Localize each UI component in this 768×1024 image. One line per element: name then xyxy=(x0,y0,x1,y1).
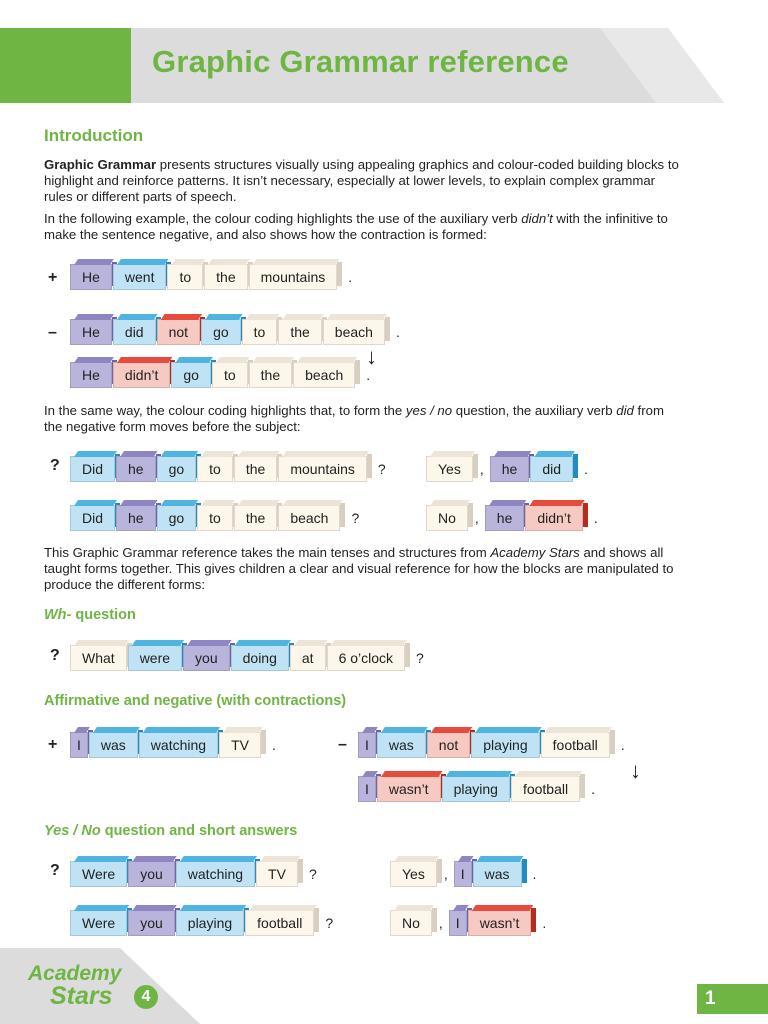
word-block: he xyxy=(116,456,156,482)
period: . xyxy=(271,737,276,753)
question-mark: ? xyxy=(325,915,334,931)
intro-paragraph-1 xyxy=(44,157,684,205)
word-block: playing xyxy=(442,776,510,802)
question-mark: ? xyxy=(351,510,360,526)
sentence-row-2 xyxy=(70,309,400,345)
word-block: the xyxy=(249,362,292,388)
period: . xyxy=(366,367,371,383)
word-block: TV xyxy=(219,732,261,758)
question-mark: ? xyxy=(377,461,386,477)
word-block: to xyxy=(212,362,248,388)
word-block: go xyxy=(201,319,241,345)
word-block: you xyxy=(183,645,230,671)
sentence-row-1 xyxy=(70,254,352,290)
word-block: to xyxy=(242,319,278,345)
sentence-row-7 xyxy=(70,722,276,758)
word-block: football xyxy=(511,776,580,802)
word-block: I xyxy=(358,776,376,802)
yes-no-heading xyxy=(44,823,297,839)
word-block: TV xyxy=(256,861,298,887)
word-block: did xyxy=(113,319,156,345)
logo-stars: Stars xyxy=(50,982,113,1010)
comma: , xyxy=(474,510,479,526)
intro-paragraph-4 xyxy=(44,545,684,593)
word-block: I xyxy=(70,732,88,758)
word-block: he xyxy=(490,456,530,482)
logo-level-badge: 4 xyxy=(134,985,158,1009)
intro-p3-emphasis-2: did xyxy=(616,403,634,418)
word-block: to xyxy=(167,264,203,290)
question-sign: ? xyxy=(50,457,60,474)
plus-sign: + xyxy=(48,736,58,753)
period: . xyxy=(620,737,625,753)
word-block: mountains xyxy=(249,264,338,290)
word-block: the xyxy=(234,456,277,482)
page-title: Graphic Grammar reference xyxy=(152,44,569,79)
header-green-block xyxy=(0,28,131,103)
comma: , xyxy=(438,915,443,931)
word-block: was xyxy=(473,861,522,887)
word-block: to xyxy=(197,456,233,482)
word-block: go xyxy=(171,362,211,388)
word-block: the xyxy=(204,264,247,290)
word-block: you xyxy=(128,910,175,936)
period: . xyxy=(542,915,547,931)
word-block: not xyxy=(157,319,200,345)
word-block: go xyxy=(157,456,197,482)
answer-row-11 xyxy=(390,900,546,936)
intro-p1-text: presents structures visually using appealing graphics and colour-coded building blocks to highlight and reinforce patterns. It isn’t necessary, especially at lower levels, to explain complex grammar rules or different parts of speech. xyxy=(44,157,679,204)
word-block: Were xyxy=(70,861,127,887)
comma: , xyxy=(443,866,448,882)
question-mark: ? xyxy=(308,866,317,882)
word-block: didn’t xyxy=(113,362,170,388)
intro-p1-bold: Graphic Grammar xyxy=(44,157,157,172)
word-block: wasn’t xyxy=(377,776,441,802)
period: . xyxy=(532,866,537,882)
word-block: beach xyxy=(293,362,355,388)
word-block: 6 o’clock xyxy=(327,645,405,671)
period: . xyxy=(348,269,353,285)
word-block: He xyxy=(70,362,112,388)
question-sign: ? xyxy=(50,862,60,879)
page-number: 1 xyxy=(697,984,768,1014)
word-block: went xyxy=(113,264,167,290)
word-block: did xyxy=(530,456,573,482)
intro-p4-emphasis: Academy Stars xyxy=(490,545,580,560)
contraction-arrow-icon: ↓ xyxy=(366,344,377,369)
word-block: playing xyxy=(176,910,244,936)
word-block: you xyxy=(128,861,175,887)
word-block: football xyxy=(541,732,610,758)
sentence-row-6 xyxy=(70,635,424,671)
sentence-row-9 xyxy=(358,766,595,802)
yes-no-heading-emphasis: Yes / No xyxy=(44,823,101,839)
word-block: No xyxy=(426,505,468,531)
intro-p2-text-b: with the infinitive to make the sentence negative, and also shows how the contraction is formed: xyxy=(44,211,668,242)
answer-row-5 xyxy=(426,495,598,531)
sentence-row-8 xyxy=(358,722,625,758)
word-block: wasn’t xyxy=(468,910,532,936)
sentence-row-5 xyxy=(70,495,359,531)
word-block: not xyxy=(427,732,470,758)
wh-question-heading xyxy=(44,607,136,623)
intro-p2-text-a: In the following example, the colour coding highlights the use of the auxiliary verb xyxy=(44,211,522,226)
word-block: I xyxy=(454,861,472,887)
word-block: watching xyxy=(139,732,218,758)
word-block: I xyxy=(449,910,467,936)
word-block: he xyxy=(485,505,525,531)
intro-paragraph-2 xyxy=(44,211,684,243)
answer-row-4 xyxy=(426,446,588,482)
word-block: the xyxy=(234,505,277,531)
period: . xyxy=(395,324,400,340)
intro-p3-text-b: question, the auxiliary verb xyxy=(452,403,617,418)
word-block: were xyxy=(128,645,182,671)
intro-p3-text-a: In the same way, the colour coding highlights that, to form the xyxy=(44,403,406,418)
word-block: What xyxy=(70,645,127,671)
question-mark: ? xyxy=(416,650,424,666)
word-block: at xyxy=(290,645,326,671)
period: . xyxy=(593,510,598,526)
sentence-row-10 xyxy=(70,851,317,887)
word-block: Were xyxy=(70,910,127,936)
intro-p4-text-b: and shows all taught forms together. This gives children a clear and visual reference for how the blocks are manipulated to produce the different forms: xyxy=(44,545,674,592)
wh-heading-emphasis: Wh- xyxy=(44,607,72,623)
minus-sign: – xyxy=(48,324,57,341)
word-block: was xyxy=(89,732,138,758)
word-block: I xyxy=(358,732,376,758)
period: . xyxy=(584,461,588,477)
intro-heading: Introduction xyxy=(44,126,144,145)
sentence-row-11 xyxy=(70,900,333,936)
word-block: No xyxy=(390,910,432,936)
intro-paragraph-3 xyxy=(44,403,684,435)
word-block: Yes xyxy=(390,861,437,887)
plus-sign: + xyxy=(48,269,58,286)
yes-no-heading-text: question and short answers xyxy=(100,823,298,839)
word-block: Did xyxy=(70,505,115,531)
answer-row-10 xyxy=(390,851,536,887)
minus-sign: – xyxy=(338,736,347,753)
sentence-row-3 xyxy=(70,352,370,388)
comma: , xyxy=(479,461,484,477)
contraction-arrow-icon: ↓ xyxy=(630,758,641,783)
word-block: to xyxy=(197,505,233,531)
intro-p3-text-c: from the negative form moves before the subject: xyxy=(44,403,664,434)
intro-p4-text-a: This Graphic Grammar reference takes the main tenses and structures from xyxy=(44,545,491,560)
word-block: He xyxy=(70,264,112,290)
word-block: go xyxy=(157,505,197,531)
period: . xyxy=(591,781,595,797)
word-block: the xyxy=(278,319,321,345)
word-block: watching xyxy=(176,861,255,887)
intro-p3-emphasis-1: yes / no xyxy=(405,403,453,418)
sentence-row-4 xyxy=(70,446,386,482)
wh-heading-text: question xyxy=(71,607,136,623)
word-block: didn’t xyxy=(525,505,582,531)
question-sign: ? xyxy=(50,647,60,664)
logo-academy: Academy xyxy=(28,962,122,985)
word-block: football xyxy=(245,910,314,936)
word-block: He xyxy=(70,319,112,345)
affirmative-negative-heading: Affirmative and negative (with contractions) xyxy=(44,693,347,709)
word-block: doing xyxy=(231,645,289,671)
word-block: beach xyxy=(323,319,385,345)
word-block: he xyxy=(116,505,156,531)
intro-p2-emphasis: didn’t xyxy=(521,211,553,226)
word-block: was xyxy=(377,732,426,758)
word-block: mountains xyxy=(278,456,367,482)
word-block: Did xyxy=(70,456,115,482)
word-block: playing xyxy=(471,732,539,758)
word-block: Yes xyxy=(426,456,473,482)
word-block: beach xyxy=(278,505,340,531)
